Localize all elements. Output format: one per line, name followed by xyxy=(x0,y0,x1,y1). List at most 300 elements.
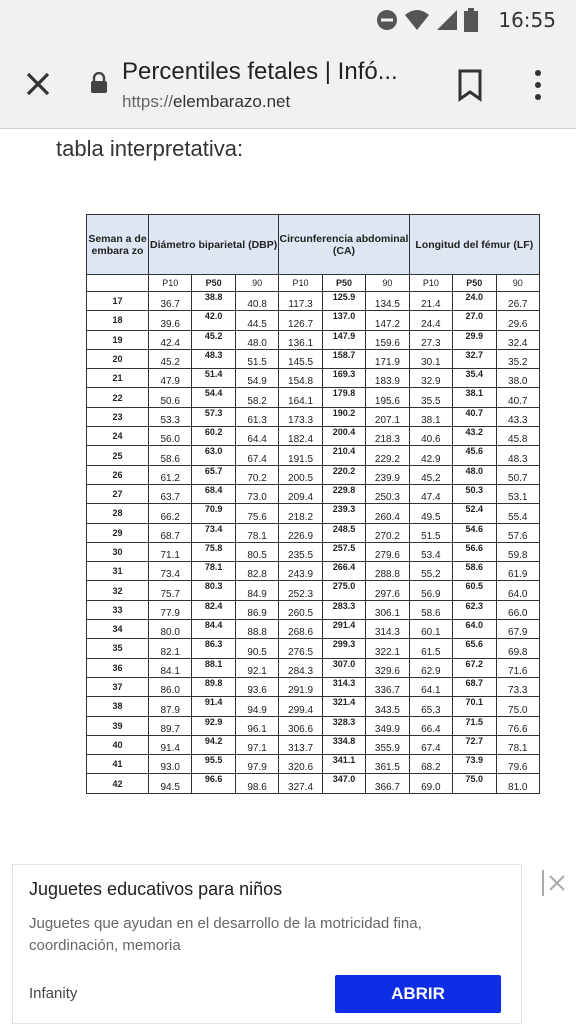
bookmark-icon[interactable] xyxy=(456,68,484,102)
p50-cell: 95.5 xyxy=(192,755,235,774)
value-cell: 94.9 xyxy=(235,697,278,716)
value-cell: 80.5 xyxy=(235,542,278,561)
subheader-cell: 90 xyxy=(235,275,278,292)
url-bar[interactable] xyxy=(122,92,290,112)
p50-cell: 73.4 xyxy=(192,523,235,542)
status-bar xyxy=(0,0,576,40)
p50-cell: 94.2 xyxy=(192,735,235,754)
subheader-cell: 90 xyxy=(366,275,409,292)
value-cell: 44.5 xyxy=(235,311,278,330)
value-cell: 50.7 xyxy=(496,465,540,484)
battery-icon xyxy=(464,8,478,32)
value-cell: 51.5 xyxy=(235,349,278,368)
p50-cell: 73.9 xyxy=(453,755,496,774)
value-cell: 68.2 xyxy=(409,755,452,774)
p50-cell: 341.1 xyxy=(322,755,365,774)
p50-cell: 35.4 xyxy=(453,369,496,388)
value-cell: 21.4 xyxy=(409,292,452,311)
subheader-cell: P50 xyxy=(322,275,365,292)
value-cell: 92.1 xyxy=(235,658,278,677)
p50-cell: 27.0 xyxy=(453,311,496,330)
value-cell: 327.4 xyxy=(279,774,322,793)
table-row xyxy=(87,542,540,561)
week-cell: 35 xyxy=(87,639,149,658)
value-cell: 55.4 xyxy=(496,504,540,523)
p50-cell: 283.3 xyxy=(322,600,365,619)
p50-cell: 24.0 xyxy=(453,292,496,311)
value-cell: 51.5 xyxy=(409,523,452,542)
side-close-icon[interactable] xyxy=(540,866,574,900)
p50-cell: 65.6 xyxy=(453,639,496,658)
value-cell: 62.9 xyxy=(409,658,452,677)
value-cell: 173.3 xyxy=(279,407,322,426)
value-cell: 268.6 xyxy=(279,620,322,639)
subheader-cell: P10 xyxy=(409,275,452,292)
p50-cell: 56.6 xyxy=(453,542,496,561)
value-cell: 279.6 xyxy=(366,542,409,561)
table-row xyxy=(87,755,540,774)
p50-cell: 334.8 xyxy=(322,735,365,754)
value-cell: 320.6 xyxy=(279,755,322,774)
value-cell: 78.1 xyxy=(235,523,278,542)
week-cell: 28 xyxy=(87,504,149,523)
p50-cell: 137.0 xyxy=(322,311,365,330)
value-cell: 75.7 xyxy=(149,581,192,600)
value-cell: 54.9 xyxy=(235,369,278,388)
value-cell: 32.4 xyxy=(496,330,540,349)
table-row xyxy=(87,504,540,523)
p50-cell: 200.4 xyxy=(322,427,365,446)
table-row xyxy=(87,639,540,658)
url-scheme: https:// xyxy=(122,92,174,111)
p50-cell: 65.7 xyxy=(192,465,235,484)
header-dbp: Diámetro biparietal (DBP) xyxy=(149,215,279,275)
week-cell: 27 xyxy=(87,484,149,503)
value-cell: 207.1 xyxy=(366,407,409,426)
p50-cell: 328.3 xyxy=(322,716,365,735)
p50-cell: 229.8 xyxy=(322,484,365,503)
value-cell: 82.8 xyxy=(235,562,278,581)
p50-cell: 299.3 xyxy=(322,639,365,658)
value-cell: 40.6 xyxy=(409,427,452,446)
p50-cell: 48.0 xyxy=(453,465,496,484)
table-row xyxy=(87,658,540,677)
p50-cell: 68.4 xyxy=(192,484,235,503)
table-row xyxy=(87,446,540,465)
value-cell: 79.6 xyxy=(496,755,540,774)
week-cell: 34 xyxy=(87,620,149,639)
value-cell: 73.0 xyxy=(235,484,278,503)
table-row xyxy=(87,388,540,407)
value-cell: 40.7 xyxy=(496,388,540,407)
close-icon[interactable] xyxy=(22,68,54,100)
week-cell: 42 xyxy=(87,774,149,793)
value-cell: 147.2 xyxy=(366,311,409,330)
p50-cell: 125.9 xyxy=(322,292,365,311)
table-row xyxy=(87,562,540,581)
value-cell: 61.9 xyxy=(496,562,540,581)
value-cell: 86.0 xyxy=(149,677,192,696)
value-cell: 29.6 xyxy=(496,311,540,330)
value-cell: 284.3 xyxy=(279,658,322,677)
value-cell: 67.4 xyxy=(409,735,452,754)
p50-cell: 75.8 xyxy=(192,542,235,561)
value-cell: 56.0 xyxy=(149,427,192,446)
p50-cell: 45.6 xyxy=(453,446,496,465)
cell-signal-icon xyxy=(436,9,458,31)
table-row xyxy=(87,774,540,793)
p50-cell: 70.1 xyxy=(453,697,496,716)
signal-blocked-icon xyxy=(376,9,398,31)
value-cell: 218.3 xyxy=(366,427,409,446)
value-cell: 26.7 xyxy=(496,292,540,311)
p50-cell: 45.2 xyxy=(192,330,235,349)
table-row xyxy=(87,484,540,503)
value-cell: 50.6 xyxy=(149,388,192,407)
value-cell: 42.9 xyxy=(409,446,452,465)
p50-cell: 88.1 xyxy=(192,658,235,677)
table-row xyxy=(87,465,540,484)
value-cell: 53.3 xyxy=(149,407,192,426)
value-cell: 355.9 xyxy=(366,735,409,754)
value-cell: 48.0 xyxy=(235,330,278,349)
table-row xyxy=(87,311,540,330)
table-row xyxy=(87,716,540,735)
p50-cell: 86.3 xyxy=(192,639,235,658)
value-cell: 69.0 xyxy=(409,774,452,793)
value-cell: 84.1 xyxy=(149,658,192,677)
value-cell: 288.8 xyxy=(366,562,409,581)
p50-cell: 347.0 xyxy=(322,774,365,793)
value-cell: 260.5 xyxy=(279,600,322,619)
ad-brand: Infanity xyxy=(29,985,78,1002)
value-cell: 77.9 xyxy=(149,600,192,619)
value-cell: 134.5 xyxy=(366,292,409,311)
value-cell: 126.7 xyxy=(279,311,322,330)
week-cell: 33 xyxy=(87,600,149,619)
week-cell: 18 xyxy=(87,311,149,330)
value-cell: 88.8 xyxy=(235,620,278,639)
p50-cell: 52.4 xyxy=(453,504,496,523)
value-cell: 78.1 xyxy=(496,735,540,754)
intro-text: tabla interpretativa: xyxy=(56,136,244,161)
value-cell: 314.3 xyxy=(366,620,409,639)
table-row xyxy=(87,697,540,716)
p50-cell: 72.7 xyxy=(453,735,496,754)
table-row xyxy=(87,330,540,349)
p50-cell: 92.9 xyxy=(192,716,235,735)
value-cell: 70.2 xyxy=(235,465,278,484)
value-cell: 94.5 xyxy=(149,774,192,793)
table-row xyxy=(87,427,540,446)
value-cell: 136.1 xyxy=(279,330,322,349)
value-cell: 73.3 xyxy=(496,677,540,696)
ad-title[interactable]: Juguetes educativos para niños xyxy=(29,879,283,899)
week-cell: 26 xyxy=(87,465,149,484)
p50-cell: 84.4 xyxy=(192,620,235,639)
value-cell: 250.3 xyxy=(366,484,409,503)
p50-cell: 78.1 xyxy=(192,562,235,581)
table-row xyxy=(87,407,540,426)
p50-cell: 54.6 xyxy=(453,523,496,542)
p50-cell: 58.6 xyxy=(453,562,496,581)
value-cell: 68.7 xyxy=(149,523,192,542)
value-cell: 239.9 xyxy=(366,465,409,484)
value-cell: 145.5 xyxy=(279,349,322,368)
subheader-cell: P10 xyxy=(279,275,322,292)
value-cell: 243.9 xyxy=(279,562,322,581)
value-cell: 66.2 xyxy=(149,504,192,523)
status-icons xyxy=(376,8,556,32)
value-cell: 87.9 xyxy=(149,697,192,716)
value-cell: 90.5 xyxy=(235,639,278,658)
p50-cell: 43.2 xyxy=(453,427,496,446)
percentile-table-grid xyxy=(86,214,540,794)
p50-cell: 51.4 xyxy=(192,369,235,388)
p50-cell: 60.2 xyxy=(192,427,235,446)
p50-cell: 147.9 xyxy=(322,330,365,349)
value-cell: 35.5 xyxy=(409,388,452,407)
table-row xyxy=(87,600,540,619)
p50-cell: 275.0 xyxy=(322,581,365,600)
value-cell: 191.5 xyxy=(279,446,322,465)
value-cell: 361.5 xyxy=(366,755,409,774)
value-cell: 61.2 xyxy=(149,465,192,484)
value-cell: 65.3 xyxy=(409,697,452,716)
week-cell: 19 xyxy=(87,330,149,349)
p50-cell: 62.3 xyxy=(453,600,496,619)
value-cell: 81.0 xyxy=(496,774,540,793)
p50-cell: 57.3 xyxy=(192,407,235,426)
week-cell: 20 xyxy=(87,349,149,368)
value-cell: 71.6 xyxy=(496,658,540,677)
p50-cell: 239.3 xyxy=(322,504,365,523)
value-cell: 91.4 xyxy=(149,735,192,754)
value-cell: 299.4 xyxy=(279,697,322,716)
lock-icon xyxy=(90,72,108,94)
p50-cell: 158.7 xyxy=(322,349,365,368)
value-cell: 35.2 xyxy=(496,349,540,368)
value-cell: 366.7 xyxy=(366,774,409,793)
value-cell: 306.1 xyxy=(366,600,409,619)
value-cell: 97.9 xyxy=(235,755,278,774)
p50-cell: 321.4 xyxy=(322,697,365,716)
value-cell: 67.9 xyxy=(496,620,540,639)
value-cell: 45.2 xyxy=(409,465,452,484)
header-ca: Circunferencia abdominal (CA) xyxy=(279,215,409,275)
p50-cell: 38.1 xyxy=(453,388,496,407)
value-cell: 218.2 xyxy=(279,504,322,523)
p50-cell: 266.4 xyxy=(322,562,365,581)
p50-cell: 220.2 xyxy=(322,465,365,484)
week-cell: 25 xyxy=(87,446,149,465)
p50-cell: 68.7 xyxy=(453,677,496,696)
week-cell: 22 xyxy=(87,388,149,407)
week-cell: 36 xyxy=(87,658,149,677)
value-cell: 297.6 xyxy=(366,581,409,600)
table-row xyxy=(87,523,540,542)
value-cell: 38.0 xyxy=(496,369,540,388)
value-cell: 64.0 xyxy=(496,581,540,600)
p50-cell: 67.2 xyxy=(453,658,496,677)
value-cell: 60.1 xyxy=(409,620,452,639)
subheader-cell: 90 xyxy=(496,275,540,292)
p50-cell: 307.0 xyxy=(322,658,365,677)
value-cell: 117.3 xyxy=(279,292,322,311)
table-row xyxy=(87,292,540,311)
value-cell: 226.9 xyxy=(279,523,322,542)
week-cell: 39 xyxy=(87,716,149,735)
value-cell: 84.9 xyxy=(235,581,278,600)
p50-cell: 38.8 xyxy=(192,292,235,311)
value-cell: 291.9 xyxy=(279,677,322,696)
value-cell: 36.7 xyxy=(149,292,192,311)
value-cell: 58.6 xyxy=(149,446,192,465)
value-cell: 45.2 xyxy=(149,349,192,368)
p50-cell: 91.4 xyxy=(192,697,235,716)
value-cell: 89.7 xyxy=(149,716,192,735)
p50-cell: 248.5 xyxy=(322,523,365,542)
value-cell: 200.5 xyxy=(279,465,322,484)
p50-cell: 29.9 xyxy=(453,330,496,349)
subheader-cell: P10 xyxy=(149,275,192,292)
week-cell: 24 xyxy=(87,427,149,446)
p50-cell: 169.3 xyxy=(322,369,365,388)
header-week: Seman a de embara zo xyxy=(87,215,149,275)
value-cell: 154.8 xyxy=(279,369,322,388)
ad-banner[interactable] xyxy=(12,864,522,1024)
more-vert-icon[interactable] xyxy=(530,68,546,102)
week-cell: 32 xyxy=(87,581,149,600)
week-cell: 30 xyxy=(87,542,149,561)
value-cell: 30.1 xyxy=(409,349,452,368)
subheader-empty xyxy=(87,275,149,292)
table-row xyxy=(87,369,540,388)
value-cell: 195.6 xyxy=(366,388,409,407)
p50-cell: 32.7 xyxy=(453,349,496,368)
week-cell: 29 xyxy=(87,523,149,542)
value-cell: 59.8 xyxy=(496,542,540,561)
wifi-icon xyxy=(404,9,430,31)
ad-open-button[interactable]: ABRIR xyxy=(335,975,501,1013)
value-cell: 229.2 xyxy=(366,446,409,465)
header-lf: Longitud del fémur (LF) xyxy=(409,215,539,275)
p50-cell: 210.4 xyxy=(322,446,365,465)
value-cell: 349.9 xyxy=(366,716,409,735)
table-row xyxy=(87,349,540,368)
value-cell: 82.1 xyxy=(149,639,192,658)
week-cell: 21 xyxy=(87,369,149,388)
p50-cell: 42.0 xyxy=(192,311,235,330)
p50-cell: 257.5 xyxy=(322,542,365,561)
value-cell: 27.3 xyxy=(409,330,452,349)
value-cell: 336.7 xyxy=(366,677,409,696)
value-cell: 45.8 xyxy=(496,427,540,446)
subheader-cell: P50 xyxy=(192,275,235,292)
value-cell: 171.9 xyxy=(366,349,409,368)
value-cell: 75.0 xyxy=(496,697,540,716)
table-body xyxy=(87,292,540,794)
value-cell: 164.1 xyxy=(279,388,322,407)
url-host: elembarazo.net xyxy=(173,92,291,111)
value-cell: 56.9 xyxy=(409,581,452,600)
value-cell: 55.2 xyxy=(409,562,452,581)
value-cell: 270.2 xyxy=(366,523,409,542)
table-row xyxy=(87,620,540,639)
status-time: 16:55 xyxy=(498,8,556,32)
week-cell: 40 xyxy=(87,735,149,754)
table-row xyxy=(87,677,540,696)
week-cell: 41 xyxy=(87,755,149,774)
value-cell: 66.0 xyxy=(496,600,540,619)
subheader-row xyxy=(87,275,540,292)
value-cell: 260.4 xyxy=(366,504,409,523)
value-cell: 53.1 xyxy=(496,484,540,503)
value-cell: 97.1 xyxy=(235,735,278,754)
subheader-cell: P50 xyxy=(453,275,496,292)
value-cell: 63.7 xyxy=(149,484,192,503)
p50-cell: 314.3 xyxy=(322,677,365,696)
p50-cell: 96.6 xyxy=(192,774,235,793)
value-cell: 40.8 xyxy=(235,292,278,311)
value-cell: 306.6 xyxy=(279,716,322,735)
value-cell: 86.9 xyxy=(235,600,278,619)
value-cell: 61.3 xyxy=(235,407,278,426)
value-cell: 66.4 xyxy=(409,716,452,735)
p50-cell: 50.3 xyxy=(453,484,496,503)
value-cell: 313.7 xyxy=(279,735,322,754)
value-cell: 47.9 xyxy=(149,369,192,388)
week-cell: 17 xyxy=(87,292,149,311)
value-cell: 329.6 xyxy=(366,658,409,677)
value-cell: 43.3 xyxy=(496,407,540,426)
p50-cell: 75.0 xyxy=(453,774,496,793)
p50-cell: 190.2 xyxy=(322,407,365,426)
p50-cell: 179.8 xyxy=(322,388,365,407)
p50-cell: 64.0 xyxy=(453,620,496,639)
value-cell: 24.4 xyxy=(409,311,452,330)
p50-cell: 60.5 xyxy=(453,581,496,600)
value-cell: 32.9 xyxy=(409,369,452,388)
value-cell: 49.5 xyxy=(409,504,452,523)
table-row xyxy=(87,735,540,754)
week-cell: 31 xyxy=(87,562,149,581)
value-cell: 182.4 xyxy=(279,427,322,446)
value-cell: 57.6 xyxy=(496,523,540,542)
week-cell: 38 xyxy=(87,697,149,716)
value-cell: 39.6 xyxy=(149,311,192,330)
p50-cell: 80.3 xyxy=(192,581,235,600)
value-cell: 276.5 xyxy=(279,639,322,658)
value-cell: 61.5 xyxy=(409,639,452,658)
value-cell: 96.1 xyxy=(235,716,278,735)
page-title[interactable]: Percentiles fetales | Infó... xyxy=(122,58,398,85)
value-cell: 252.3 xyxy=(279,581,322,600)
p50-cell: 291.4 xyxy=(322,620,365,639)
p50-cell: 71.5 xyxy=(453,716,496,735)
table-row xyxy=(87,581,540,600)
p50-cell: 82.4 xyxy=(192,600,235,619)
ad-description: Juguetes que ayudan en el desarrollo de la motricidad fina, coordinación, memoria xyxy=(29,915,422,954)
value-cell: 42.4 xyxy=(149,330,192,349)
value-cell: 209.4 xyxy=(279,484,322,503)
browser-toolbar xyxy=(0,40,576,129)
value-cell: 64.1 xyxy=(409,677,452,696)
value-cell: 64.4 xyxy=(235,427,278,446)
value-cell: 183.9 xyxy=(366,369,409,388)
p50-cell: 70.9 xyxy=(192,504,235,523)
p50-cell: 89.8 xyxy=(192,677,235,696)
